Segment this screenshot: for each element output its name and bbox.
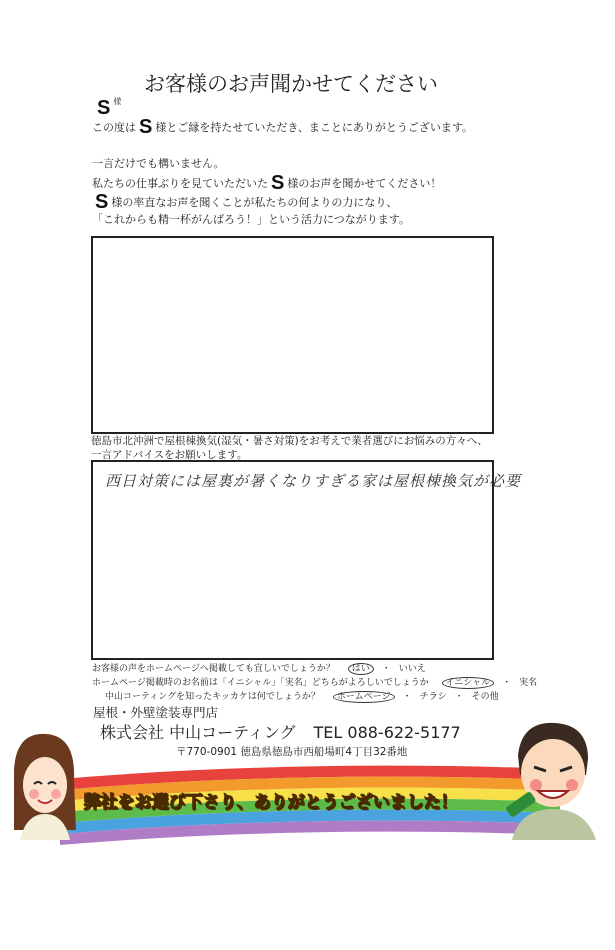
thank-you-banner: 弊社をお選び下さり、ありがとうございました！: [84, 793, 458, 813]
intro-text: 様のお声を聞かせてください！: [287, 177, 442, 190]
staff-man-illustration: [500, 715, 610, 840]
answer-box: [91, 460, 522, 660]
question-line-2: 一言アドバイスをお願いします。: [91, 449, 248, 461]
handwritten-answer: 西日対策には屋裏が暑くなりすぎる家は屋根棟換気が必要: [105, 472, 522, 490]
survey-row-2: [92, 675, 545, 688]
survey-q1: お客様の声をホームページへ掲載しても宜しいでしょうか？: [92, 664, 335, 674]
circled-answer-yes: はい: [348, 663, 374, 675]
customer-name: S: [95, 191, 109, 213]
company-tagline: 屋根・外壁塗装専門店: [93, 705, 219, 720]
survey-q1-options: [348, 664, 434, 674]
intro-text: 様とご縁を持たせていただき、まことにありがとうございます。: [155, 121, 474, 134]
staff-woman-illustration: [6, 730, 82, 840]
separator: ・: [454, 692, 464, 702]
intro-text: 様の率直なお声を聞くことが私たちの何よりの力になり、: [111, 196, 398, 209]
circled-answer-initial: イニシャル: [442, 677, 494, 689]
comment-box-empty: [91, 236, 494, 434]
survey-row-1: [92, 661, 434, 674]
intro-line-1: [92, 116, 473, 139]
option-flyer: チラシ: [419, 692, 447, 702]
survey-row-3: [105, 689, 507, 702]
survey-q2-options: [442, 678, 546, 688]
circled-answer-homepage: ホームページ: [333, 691, 395, 703]
option-real-name: 実名: [519, 678, 538, 688]
option-no: いいえ: [398, 664, 426, 674]
page-title: お客様のお声聞かせてください: [144, 72, 438, 96]
company-line: [100, 720, 461, 743]
customer-name: S: [97, 97, 111, 119]
intro-text: この度は: [92, 121, 136, 134]
customer-name: S: [139, 116, 153, 138]
company-name: 株式会社 中山コーティング: [100, 723, 296, 742]
intro-line-5: 「これからも精一杯がんばろう！」という活力につながります。: [92, 213, 410, 226]
survey-q2: ホームページ掲載時のお名前は「イニシャル」「実名」どちらがよろしいでしょうか: [92, 678, 429, 688]
separator: ・: [502, 678, 512, 688]
intro-line-2: 一言だけでも構いません。: [92, 157, 225, 170]
question-line-1: 徳島市北沖洲で屋根棟換気(湿気・暑さ対策)をお考えで業者選びにお悩みの方々へ、: [91, 435, 488, 447]
customer-name: S: [271, 172, 285, 194]
separator: ・: [402, 692, 412, 702]
option-other: その他: [471, 692, 499, 702]
honorific: 様: [113, 97, 122, 106]
survey-q3: 中山コーティングを知ったキッカケは何でしょうか？: [105, 692, 320, 702]
company-tel: TEL 088-622-5177: [313, 723, 461, 742]
intro-text: 私たちの仕事ぶりを見ていただいた: [92, 177, 268, 190]
separator: ・: [381, 664, 391, 674]
survey-q3-options: [333, 692, 507, 702]
company-address: 〒770-0901 徳島県徳島市西船場町4丁目32番地: [176, 746, 408, 758]
